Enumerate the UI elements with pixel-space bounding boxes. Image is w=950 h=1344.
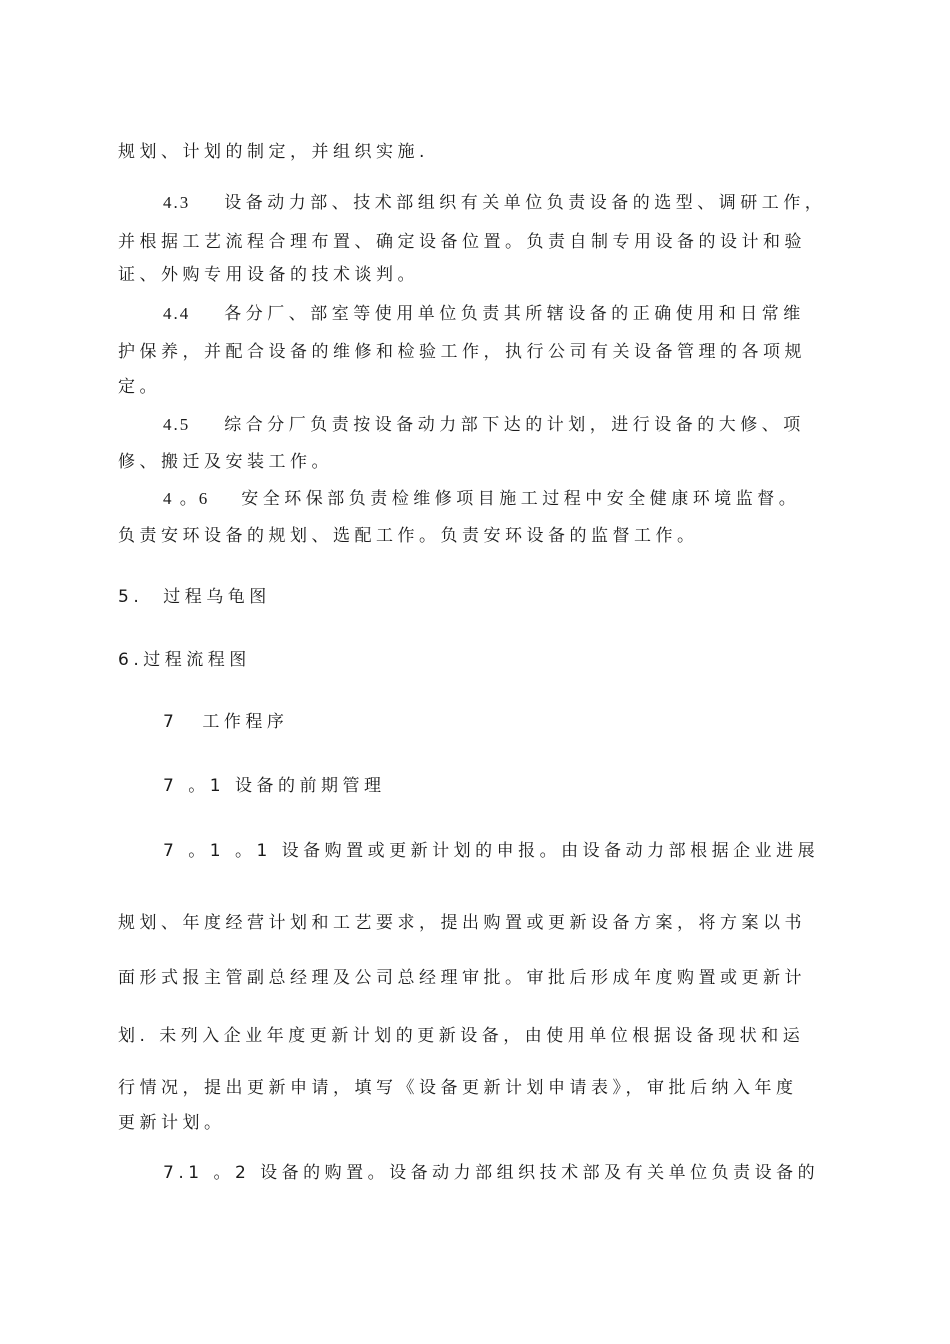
text-line: 7 。1 。1 设备购置或更新计划的申报。由设备动力部根据企业进展	[163, 841, 820, 861]
clause-number: 4.5	[163, 415, 191, 434]
text-line: 定。	[118, 377, 161, 397]
text-line: 4.5 综合分厂负责按设备动力部下达的计划，进行设备的大修、项	[163, 415, 805, 435]
clause-number: 4.3	[163, 193, 191, 212]
text-line: 7.1 。2 设备的购置。设备动力部组织技术部及有关单位负责设备的	[163, 1163, 820, 1183]
clause-number: 4 。6	[163, 489, 210, 508]
text-line: 并根据工艺流程合理布置、确定设备位置。负责自制专用设备的设计和验	[118, 232, 806, 252]
text-line: 规划、计划的制定，并组织实施.	[118, 142, 429, 162]
text-line: 更新计划。	[118, 1113, 226, 1133]
text-line: 4.3 设备动力部、技术部组织有关单位负责设备的选型、调研工作，	[163, 193, 827, 213]
section-heading: 7 工作程序	[163, 712, 289, 732]
text-line: 划. 未列入企业年度更新计划的更新设备，由使用单位根据设备现状和运	[118, 1026, 805, 1046]
text-line: 面形式报主管副总经理及公司总经理审批。审批后形成年度购置或更新计	[118, 968, 806, 988]
subsection-heading: 7 。1 设备的前期管理	[163, 776, 386, 796]
section-heading: 5. 过程乌龟图	[118, 587, 271, 607]
text-line: 4 。6 安全环保部负责检维修项目施工过程中安全健康环境监督。	[163, 489, 801, 509]
text-line: 行情况，提出更新申请，填写《设备更新计划申请表》，审批后纳入年度	[118, 1078, 798, 1098]
section-heading: 6.过程流程图	[118, 650, 251, 670]
text-line: 修、搬迁及安装工作。	[118, 452, 333, 472]
text-line: 规划、年度经营计划和工艺要求，提出购置或更新设备方案，将方案以书	[118, 913, 806, 933]
clause-number: 4.4	[163, 304, 191, 323]
text-line: 证、外购专用设备的技术谈判。	[118, 265, 419, 285]
text-line: 负责安环设备的规划、选配工作。负责安环设备的监督工作。	[118, 526, 699, 546]
text-line: 护保养，并配合设备的维修和检验工作，执行公司有关设备管理的各项规	[118, 342, 806, 362]
text-line: 4.4 各分厂、部室等使用单位负责其所辖设备的正确使用和日常维	[163, 304, 805, 324]
